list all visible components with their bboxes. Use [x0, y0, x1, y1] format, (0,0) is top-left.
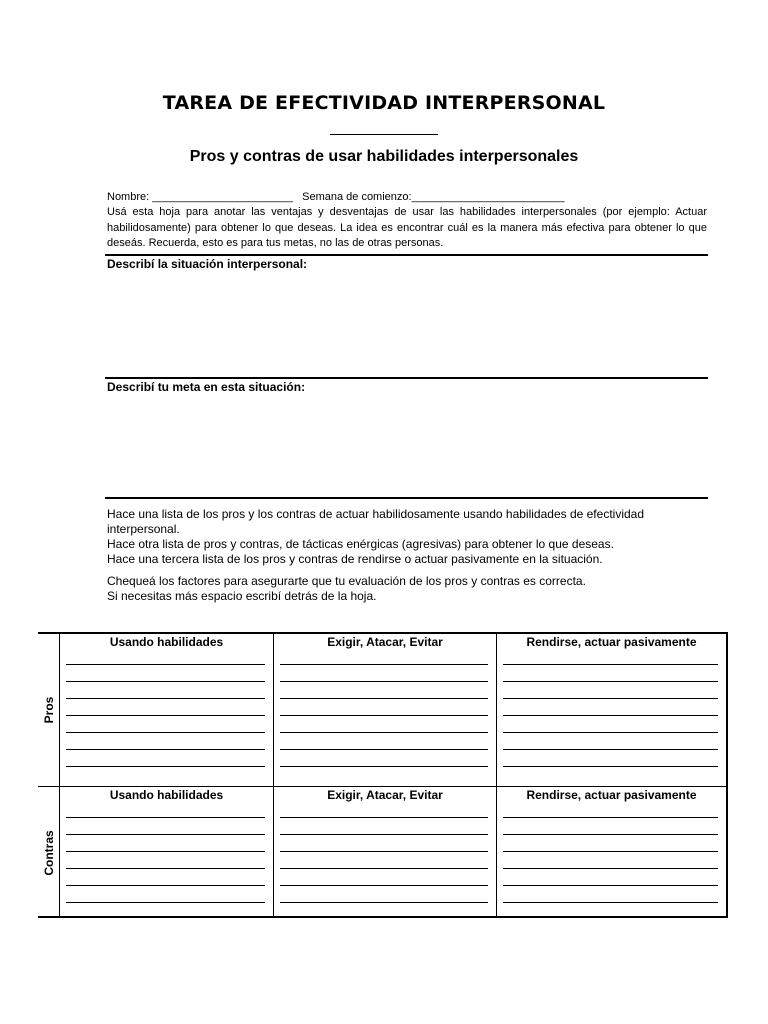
column-header: Rendirse, actuar pasivamente: [526, 788, 697, 802]
writing-line: [66, 715, 265, 716]
writing-line: [503, 834, 718, 835]
page-subtitle: Pros y contras de usar habilidades interpersonales: [189, 148, 579, 165]
writing-line: [503, 749, 718, 750]
writing-line: [503, 902, 718, 903]
notes: [107, 574, 707, 604]
contras-col-rendirse[interactable]: [497, 787, 726, 918]
situacion-label: Describí la situación interpersonal:: [107, 257, 308, 271]
contras-row: [38, 787, 726, 918]
writing-line: [66, 664, 265, 665]
writing-line: [66, 749, 265, 750]
nombre-field[interactable]: Nombre: _______________________: [107, 191, 293, 203]
note-item: Si necesitas más espacio escribí detrás de la hoja.: [107, 589, 377, 603]
writing-line: [66, 868, 265, 869]
header-fields: [107, 191, 565, 203]
writing-line: [280, 885, 488, 886]
writing-line: [503, 715, 718, 716]
writing-line: [503, 885, 718, 886]
section-divider: [105, 497, 708, 499]
writing-line: [66, 817, 265, 818]
writing-line: [280, 664, 488, 665]
contras-col-exigir[interactable]: [274, 787, 497, 918]
column-header: Exigir, Atacar, Evitar: [327, 788, 443, 802]
pros-col-exigir[interactable]: [274, 634, 497, 786]
section-divider: [105, 377, 708, 379]
title-divider: [330, 134, 438, 135]
writing-line: [503, 698, 718, 699]
writing-line: [280, 681, 488, 682]
note-item: Chequeá los factores para asegurarte que tu evaluación de los pros y contras es correcta.: [107, 574, 586, 588]
writing-line: [503, 681, 718, 682]
intro-text: Usá esta hoja para anotar las ventajas y desventajas de usar las habilidades interpersonales (por ejemplo: Actuar habilidosamente) para obtener lo que deseas. La idea es encontrar cuál es la manera más efectiva para obtener lo que deseás. Recuerda, esto es para tus metas, no las de otras personas.: [107, 206, 707, 249]
writing-line: [280, 749, 488, 750]
writing-line: [280, 766, 488, 767]
semana-field[interactable]: Semana de comienzo:_________________________: [302, 191, 565, 203]
pros-col-rendirse[interactable]: [497, 634, 726, 786]
situacion-answer-area[interactable]: [105, 274, 708, 376]
instruction-item: Hace una tercera lista de los pros y contras de rendirse o actuar pasivamente en la situación.: [107, 552, 603, 566]
writing-line: [66, 732, 265, 733]
writing-line: [503, 817, 718, 818]
writing-line: [503, 732, 718, 733]
writing-line: [503, 664, 718, 665]
writing-line: [66, 834, 265, 835]
writing-line: [503, 851, 718, 852]
contras-col-habilidades[interactable]: [60, 787, 274, 918]
row-label-cell: [38, 787, 60, 918]
writing-line: [503, 766, 718, 767]
instructions: [107, 507, 707, 567]
pros-col-habilidades[interactable]: [60, 634, 274, 786]
writing-line: [503, 868, 718, 869]
instruction-item: Hace una lista de los pros y los contras de actuar habilidosamente usando habilidades de efectividad interpersonal.: [107, 507, 644, 536]
writing-line: [66, 766, 265, 767]
page-title: TAREA DE EFECTIVIDAD INTERPERSONAL: [162, 92, 606, 114]
writing-line: [66, 698, 265, 699]
instruction-item: Hace otra lista de pros y contras, de tácticas enérgicas (agresivas) para obtener lo que deseas.: [107, 537, 614, 551]
column-header: Rendirse, actuar pasivamente: [526, 635, 697, 649]
writing-line: [66, 885, 265, 886]
writing-line: [280, 851, 488, 852]
writing-line: [280, 715, 488, 716]
pros-contras-grid: [38, 632, 728, 918]
writing-line: [280, 698, 488, 699]
column-header: Exigir, Atacar, Evitar: [327, 635, 443, 649]
pros-row: [38, 634, 726, 787]
writing-line: [280, 834, 488, 835]
column-header: Usando habilidades: [109, 788, 224, 802]
row-label-cell: [38, 634, 60, 786]
column-header: Usando habilidades: [109, 635, 224, 649]
meta-answer-area[interactable]: [105, 397, 708, 495]
writing-line: [280, 732, 488, 733]
writing-line: [280, 902, 488, 903]
writing-line: [66, 902, 265, 903]
section-divider: [105, 254, 708, 256]
meta-label: Describí tu meta en esta situación:: [107, 380, 306, 394]
writing-line: [66, 851, 265, 852]
writing-line: [280, 868, 488, 869]
contras-label: Contras: [41, 829, 56, 876]
pros-label: Pros: [41, 696, 56, 724]
writing-line: [280, 817, 488, 818]
writing-line: [66, 681, 265, 682]
